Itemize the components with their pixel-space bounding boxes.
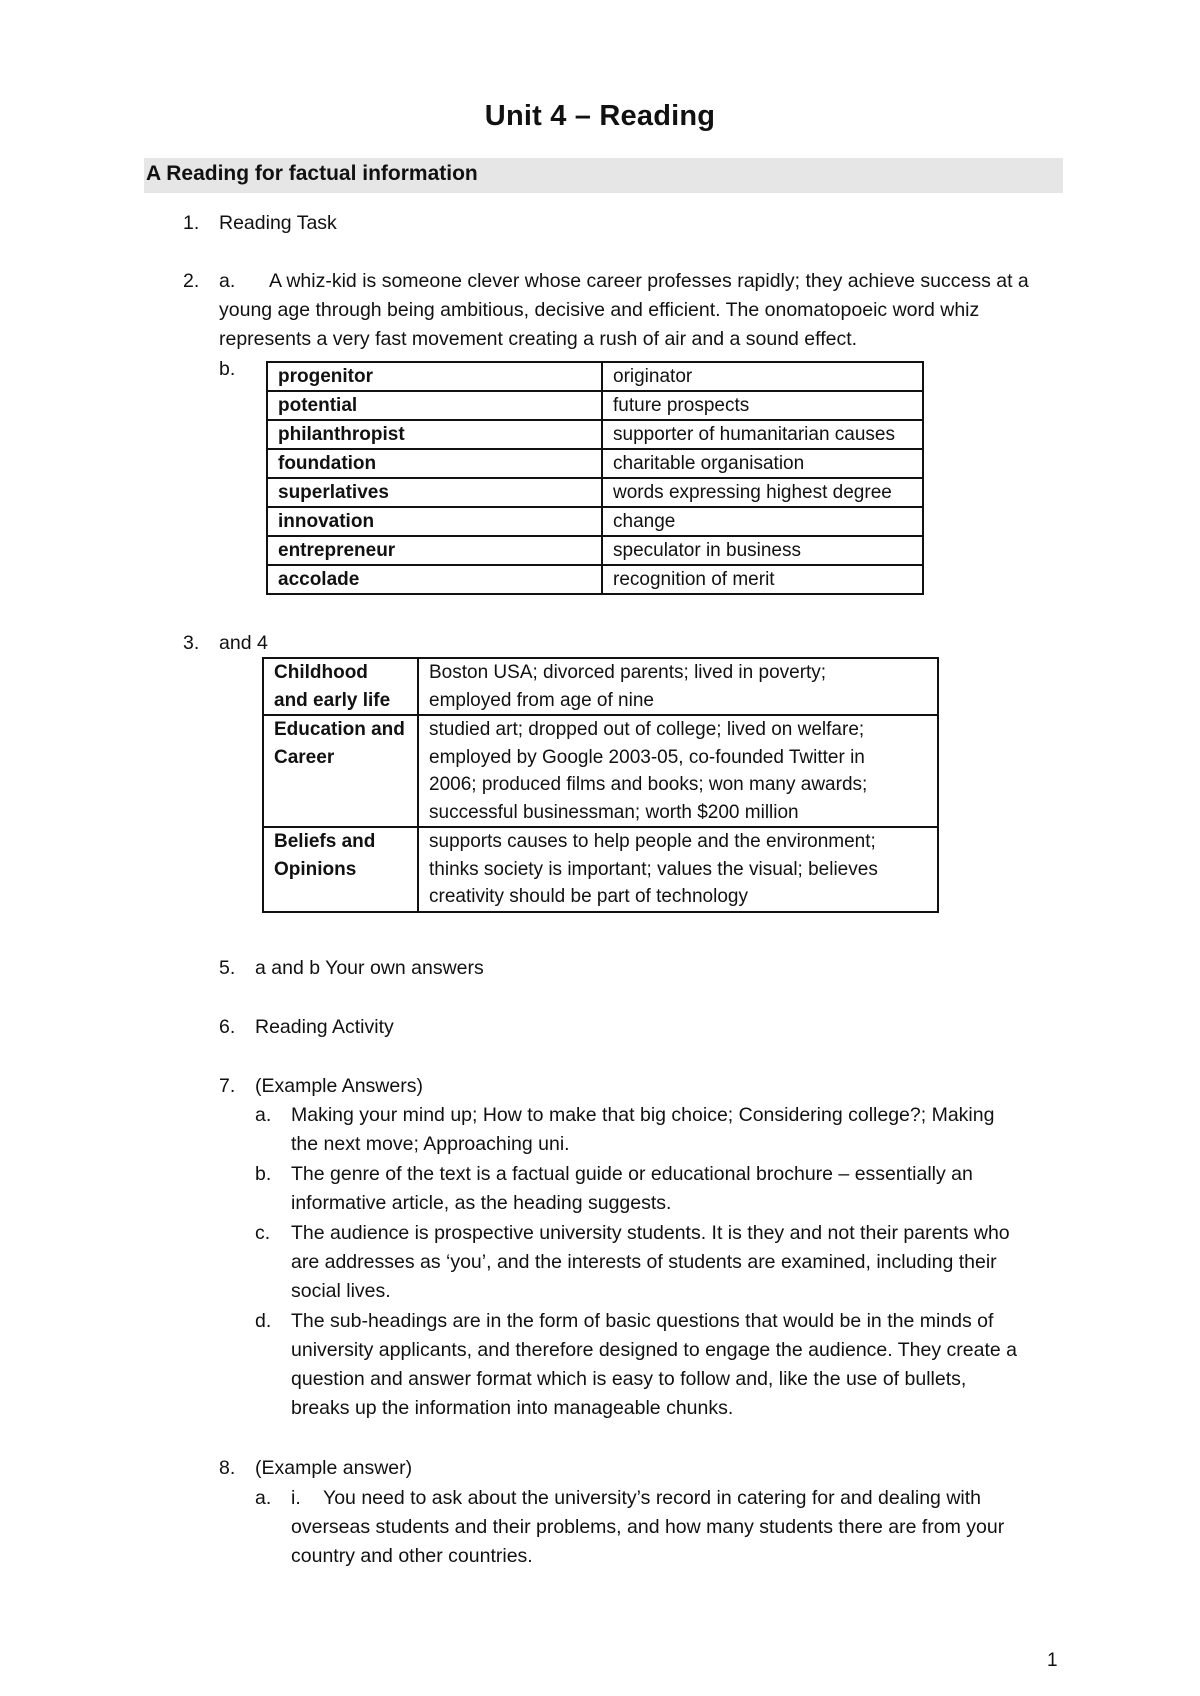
answer-line: You need to ask about the university’s record in catering for and dealing with <box>323 1487 982 1509</box>
vocab-row <box>267 362 923 391</box>
item-text: Reading Activity <box>255 1016 394 1038</box>
bio-content-line: employed by Google 2003-05, co-founded Twitter in <box>429 746 865 768</box>
bio-content-line: 2006; produced films and books; won many awards; <box>429 774 868 795</box>
sub-label: a. <box>255 1487 272 1509</box>
bio-heading <box>263 827 418 912</box>
sub-label: b. <box>255 1163 272 1185</box>
vocab-word: entrepreneur <box>267 536 602 565</box>
vocab-word: philanthropist <box>267 420 602 449</box>
item-text: Reading Task <box>219 212 337 234</box>
bio-row <box>263 715 938 827</box>
answer-line: represents a very fast movement creating a rush of air and a sound effect. <box>219 328 858 350</box>
answer-line: breaks up the information into manageable chunks. <box>291 1397 734 1419</box>
vocab-row <box>267 536 923 565</box>
vocab-word: accolade <box>267 565 602 594</box>
item-number: 1. <box>183 212 200 234</box>
bio-row <box>263 827 938 912</box>
bio-content-line: supports causes to help people and the environment; <box>429 831 876 852</box>
item-text: (Example answer) <box>255 1457 413 1479</box>
item-text: (Example Answers) <box>255 1075 423 1097</box>
answer-line: informative article, as the heading suggests. <box>291 1192 672 1214</box>
bio-content <box>418 658 938 715</box>
bio-content-line: creativity should be part of technology <box>429 886 748 907</box>
sub-label: a. <box>255 1104 272 1126</box>
bio-heading <box>263 715 418 827</box>
bio-heading <box>263 658 418 715</box>
bio-heading-line: Opinions <box>274 858 357 880</box>
item-text: and 4 <box>219 632 268 654</box>
sub-label: d. <box>255 1310 272 1332</box>
answer-line: overseas students and their problems, and how many students there are from your <box>291 1516 1005 1538</box>
answer-line: The audience is prospective university students. It is they and not their parents who <box>291 1222 1010 1244</box>
bio-content-line: successful businessman; worth $200 million <box>429 801 799 823</box>
vocab-definition: speculator in business <box>602 536 923 565</box>
vocab-row <box>267 420 923 449</box>
vocab-definition: words expressing highest degree <box>602 478 923 507</box>
vocab-row <box>267 391 923 420</box>
bio-content <box>418 827 938 912</box>
vocab-row <box>267 449 923 478</box>
bio-content <box>418 715 938 827</box>
vocab-row <box>267 478 923 507</box>
item-number: 5. <box>219 957 236 979</box>
answer-line: Making your mind up; How to make that big choice; Considering college?; Making <box>291 1104 995 1126</box>
bio-heading-line: Career <box>274 746 335 768</box>
bio-heading-line: Childhood <box>274 662 368 683</box>
sub-label: a. <box>219 270 236 292</box>
vocab-definition: future prospects <box>602 391 923 420</box>
answer-line: question and answer format which is easy to follow and, like the use of bullets, <box>291 1368 967 1390</box>
page-number: 1 <box>1047 1650 1058 1671</box>
answer-line: A whiz-kid is someone clever whose career professes rapidly; they achieve success at a <box>269 270 1029 292</box>
vocab-word: superlatives <box>267 478 602 507</box>
answer-line: The sub-headings are in the form of basic questions that would be in the minds of <box>291 1310 994 1332</box>
item-number: 7. <box>219 1075 236 1097</box>
vocab-word: progenitor <box>267 362 602 391</box>
answer-line: social lives. <box>291 1280 391 1302</box>
answer-line: the next move; Approaching uni. <box>291 1133 570 1155</box>
vocab-definition: change <box>602 507 923 536</box>
vocab-definition: charitable organisation <box>602 449 923 478</box>
item-number: 3. <box>183 632 200 654</box>
bio-heading-line: Beliefs and <box>274 831 376 852</box>
section-heading: A Reading for factual information <box>146 162 478 185</box>
item-number: 8. <box>219 1457 236 1479</box>
vocab-definition: originator <box>602 362 923 391</box>
vocab-word: innovation <box>267 507 602 536</box>
bio-content-line: employed from age of nine <box>429 689 654 711</box>
bio-heading-line: and early life <box>274 689 391 711</box>
vocabulary-table <box>266 361 924 595</box>
vocab-definition: supporter of humanitarian causes <box>602 420 923 449</box>
item-text: a and b Your own answers <box>255 957 484 979</box>
item-number: 2. <box>183 270 200 292</box>
answer-line: country and other countries. <box>291 1545 533 1567</box>
roman-label: i. <box>291 1487 301 1509</box>
answer-line: The genre of the text is a factual guide or educational brochure – essentially an <box>291 1163 973 1185</box>
vocab-definition: recognition of merit <box>602 565 923 594</box>
vocab-row <box>267 507 923 536</box>
sub-label: b. <box>219 358 236 380</box>
answer-line: university applicants, and therefore designed to engage the audience. They create a <box>291 1339 1017 1361</box>
vocab-word: potential <box>267 391 602 420</box>
bio-row <box>263 658 938 715</box>
page-title: Unit 4 – Reading <box>484 100 716 132</box>
biography-table <box>262 657 939 913</box>
answer-line: young age through being ambitious, decisive and efficient. The onomatopoeic word whiz <box>219 299 980 321</box>
bio-heading-line: Education and <box>274 719 405 740</box>
bio-content-line: thinks society is important; values the visual; believes <box>429 858 878 880</box>
bio-content-line: studied art; dropped out of college; lived on welfare; <box>429 719 865 740</box>
bio-content-line: Boston USA; divorced parents; lived in poverty; <box>429 662 827 683</box>
answer-line: are addresses as ‘you’, and the interests of students are examined, including their <box>291 1251 997 1273</box>
vocab-row <box>267 565 923 594</box>
vocab-word: foundation <box>267 449 602 478</box>
sub-label: c. <box>255 1222 271 1244</box>
item-number: 6. <box>219 1016 236 1038</box>
